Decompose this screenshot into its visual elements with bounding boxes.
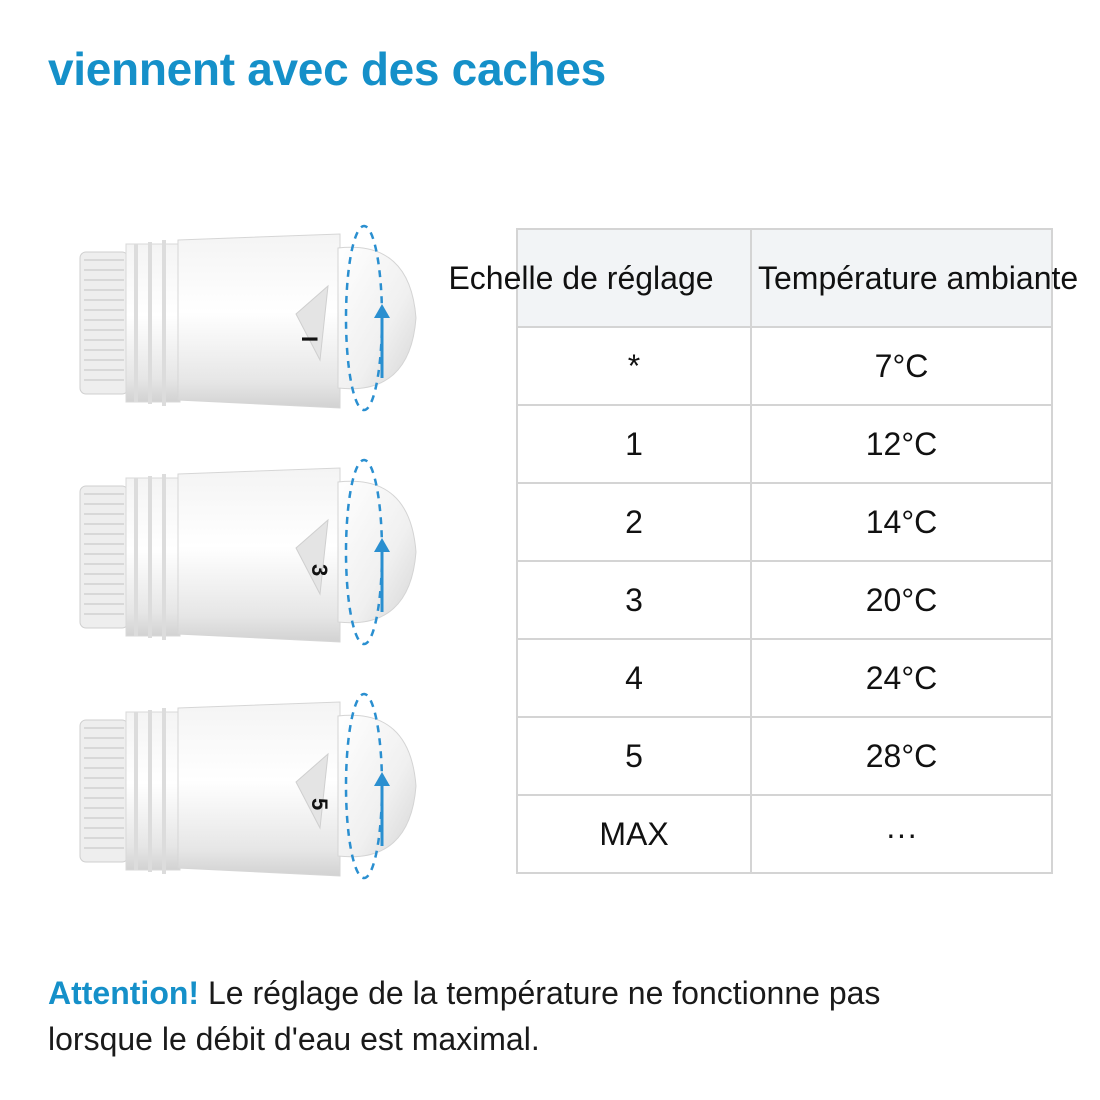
thermostat-knob (70, 218, 440, 418)
table-cell-temperature: 12°C (751, 405, 1052, 483)
table-cell-temperature: ··· (751, 795, 1052, 873)
thermostat-knob-illustration (70, 218, 440, 418)
knob-scale-label: 5 (307, 798, 332, 811)
knob-scale-label: 3 (307, 564, 332, 577)
table-cell-temperature: 20°C (751, 561, 1052, 639)
table-row (517, 795, 1052, 873)
table-cell-scale: 3 (517, 561, 751, 639)
table-cell-scale: 5 (517, 717, 751, 795)
header-cell-scale: Echelle de réglage (517, 229, 751, 327)
table-row (517, 561, 1052, 639)
table-row (517, 639, 1052, 717)
attention-text-line2: lorsque le débit d'eau est maximal. (48, 1021, 540, 1057)
table-row (517, 483, 1052, 561)
table-cell-temperature: 28°C (751, 717, 1052, 795)
table-header-row (517, 229, 1052, 327)
table-cell-scale: 2 (517, 483, 751, 561)
table-cell-temperature: 14°C (751, 483, 1052, 561)
scale-table-container (448, 228, 1079, 874)
attention-label: Attention! (48, 975, 200, 1011)
header-cell-temperature: Température ambiante (751, 229, 1052, 327)
thermostat-knob (70, 452, 440, 652)
table-row (517, 717, 1052, 795)
scale-table (448, 228, 1079, 874)
table-cell-temperature: 7°C (751, 327, 1052, 405)
table-cell-scale: * (517, 327, 751, 405)
table-cell-scale: 1 (517, 405, 751, 483)
table-cell-temperature: 24°C (751, 639, 1052, 717)
table-cell-scale: 4 (517, 639, 751, 717)
thermostat-knob-illustration (70, 686, 440, 886)
table-row (517, 405, 1052, 483)
knob-scale-label: I (297, 336, 322, 343)
thermostat-knob (70, 686, 440, 886)
table-row (517, 327, 1052, 405)
table-cell-scale: MAX (517, 795, 751, 873)
attention-text-line1: Le réglage de la température ne fonctionne pas (199, 975, 881, 1011)
attention-note (48, 970, 1048, 1062)
thermostat-knob-illustration (70, 452, 440, 652)
page-title: viennent avec des caches (48, 43, 606, 95)
